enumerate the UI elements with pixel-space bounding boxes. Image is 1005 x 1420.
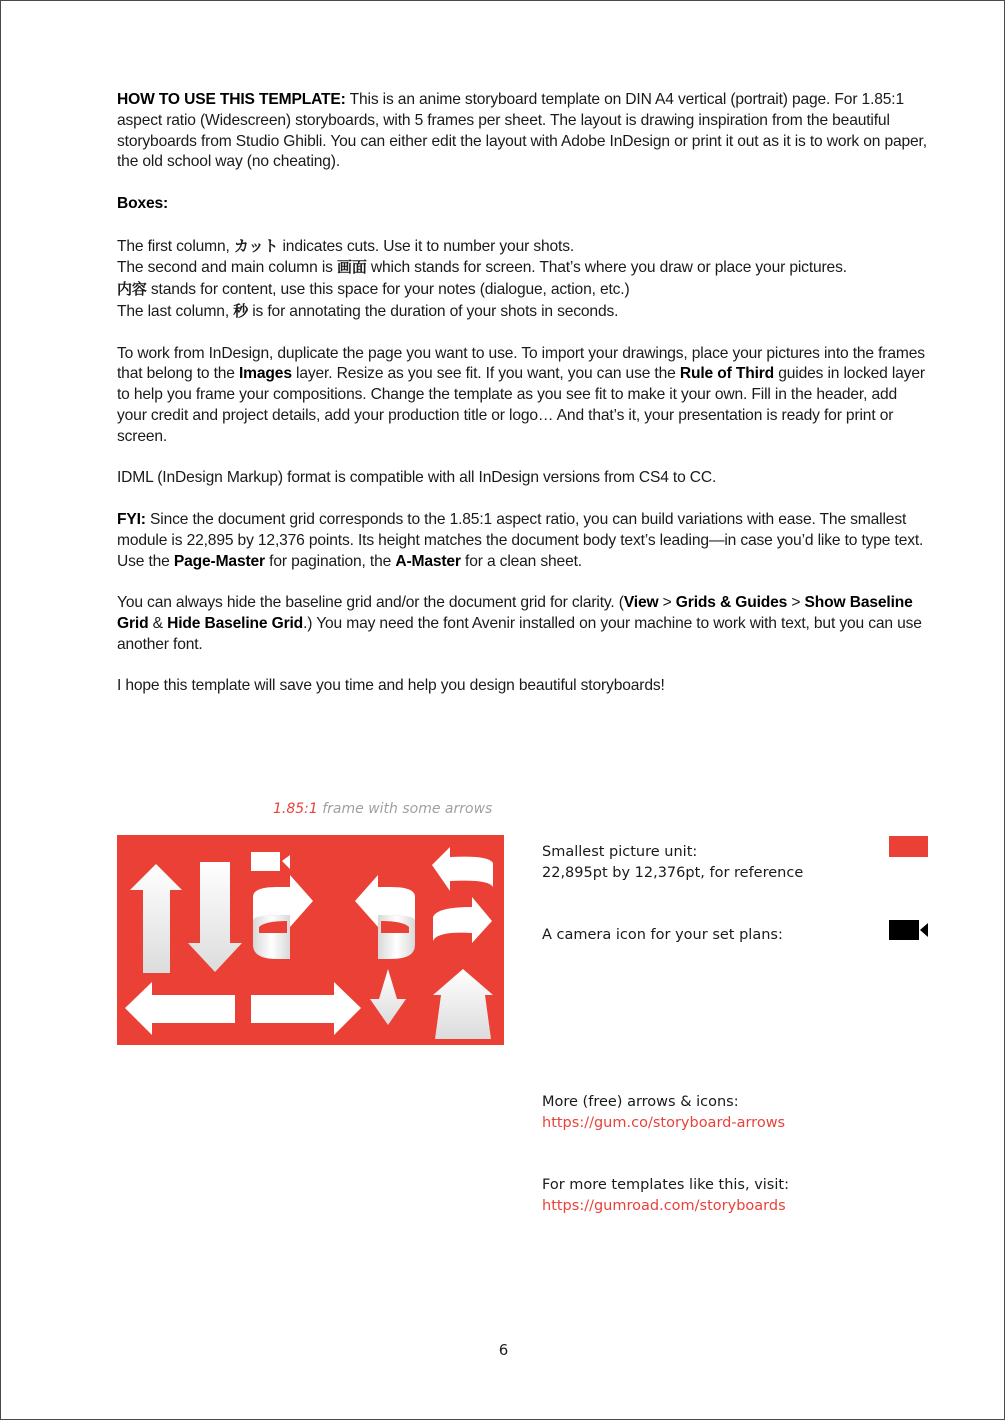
- kanji-screen: 画面: [337, 258, 367, 277]
- intro-heading: HOW TO USE THIS TEMPLATE:: [117, 91, 346, 108]
- idml-paragraph: IDML (InDesign Markup) format is compatible with all InDesign versions from CS4 to CC.: [117, 469, 717, 487]
- arrows-illustration: [117, 835, 504, 1045]
- tapered-up-arrow-icon: [433, 969, 493, 1039]
- right-arrow-icon: [251, 982, 361, 1035]
- down-arrow-icon: [188, 862, 242, 972]
- camera-small-icon: [251, 852, 290, 871]
- instructions-text: [117, 90, 927, 718]
- camera-info: A camera icon for your set plans:: [542, 927, 783, 943]
- kanji-cut: カット: [233, 236, 279, 255]
- boxes-paragraph: The first column, カット indicates cuts. Use it to number your shots. The second and main column is 画面 which stands for screen. That’s where you draw or place your pictures. 内容 stands for content, use this space for your notes (dialogue, action, etc.) The last column, 秒 is for annotating the duration of your shots in seconds.: [117, 236, 847, 320]
- templates-link[interactable]: https://gumroad.com/storyboards: [542, 1198, 786, 1214]
- kanji-content: 内容: [117, 280, 147, 299]
- unit-swatch: [889, 836, 928, 857]
- boxes-heading: Boxes:: [117, 194, 169, 212]
- fyi-paragraph: FYI: Since the document grid corresponds to the 1.85:1 aspect ratio, you can build variations with ease. The smallest module is 22,895 by 12,376 points. Its height matches the document body text’s leading—in case you’d like to type text. Use the Page-Master for pagination, the A-Master for a clean sheet.: [117, 510, 924, 570]
- up-arrow-icon: [130, 864, 182, 973]
- curved-right-arrow-icon: [433, 897, 492, 943]
- arrows-link[interactable]: https://gum.co/storyboard-arrows: [542, 1115, 786, 1131]
- indesign-paragraph: To work from InDesign, duplicate the page you want to use. To import your drawings, place your pictures into the frames that belong to the Images layer. Resize as you see fit. If you want, you can use the Rule of Third guides in locked layer to help you frame your compositions. Change the template as you see fit to make it your own. Fill in the header, add your credit and project details, add your production title or logo… And that’s it, your presentation is ready for print or screen.: [117, 344, 925, 445]
- closing-paragraph: I hope this template will save you time and help you design beautiful storyboards!: [117, 677, 665, 695]
- loop-left-arrow-icon: [355, 875, 415, 959]
- arrow-frame: [117, 835, 504, 1045]
- more-templates-info: For more templates like this, visit: https://gumroad.com/storyboards: [542, 1175, 789, 1217]
- small-down-arrow-icon: [370, 969, 406, 1025]
- grid-paragraph: You can always hide the baseline grid and/or the document grid for clarity. (View > Grids & Guides > Show Baseline Grid & Hide Baseline Grid.) You may need the font Avenir installed on your machine to work with text, but you can use another font.: [117, 594, 922, 653]
- kanji-seconds: 秒: [233, 301, 249, 320]
- intro-paragraph: HOW TO USE THIS TEMPLATE: This is an anime storyboard template on DIN A4 vertical (portrait) page. For 1.85:1 aspect ratio (Widescreen) storyboards, with 5 frames per sheet. The layout is drawing inspiration from the beautiful storyboards from Studio Ghibli. You can either edit the layout with Adobe InDesign or print it out as it is to work on paper, the old school way (no cheating).: [117, 91, 927, 171]
- camera-icon: [889, 919, 929, 941]
- frame-caption: 1.85:1 frame with some arrows: [273, 801, 493, 817]
- more-arrows-info: More (free) arrows & icons: https://gum.co/storyboard-arrows: [542, 1092, 785, 1134]
- loop-right-arrow-icon: [253, 875, 313, 959]
- page-number: 6: [498, 1341, 509, 1359]
- unit-info: Smallest picture unit: 22,895pt by 12,376pt, for reference: [542, 844, 804, 881]
- curved-left-arrow-icon: [432, 847, 493, 891]
- left-arrow-icon: [125, 982, 235, 1035]
